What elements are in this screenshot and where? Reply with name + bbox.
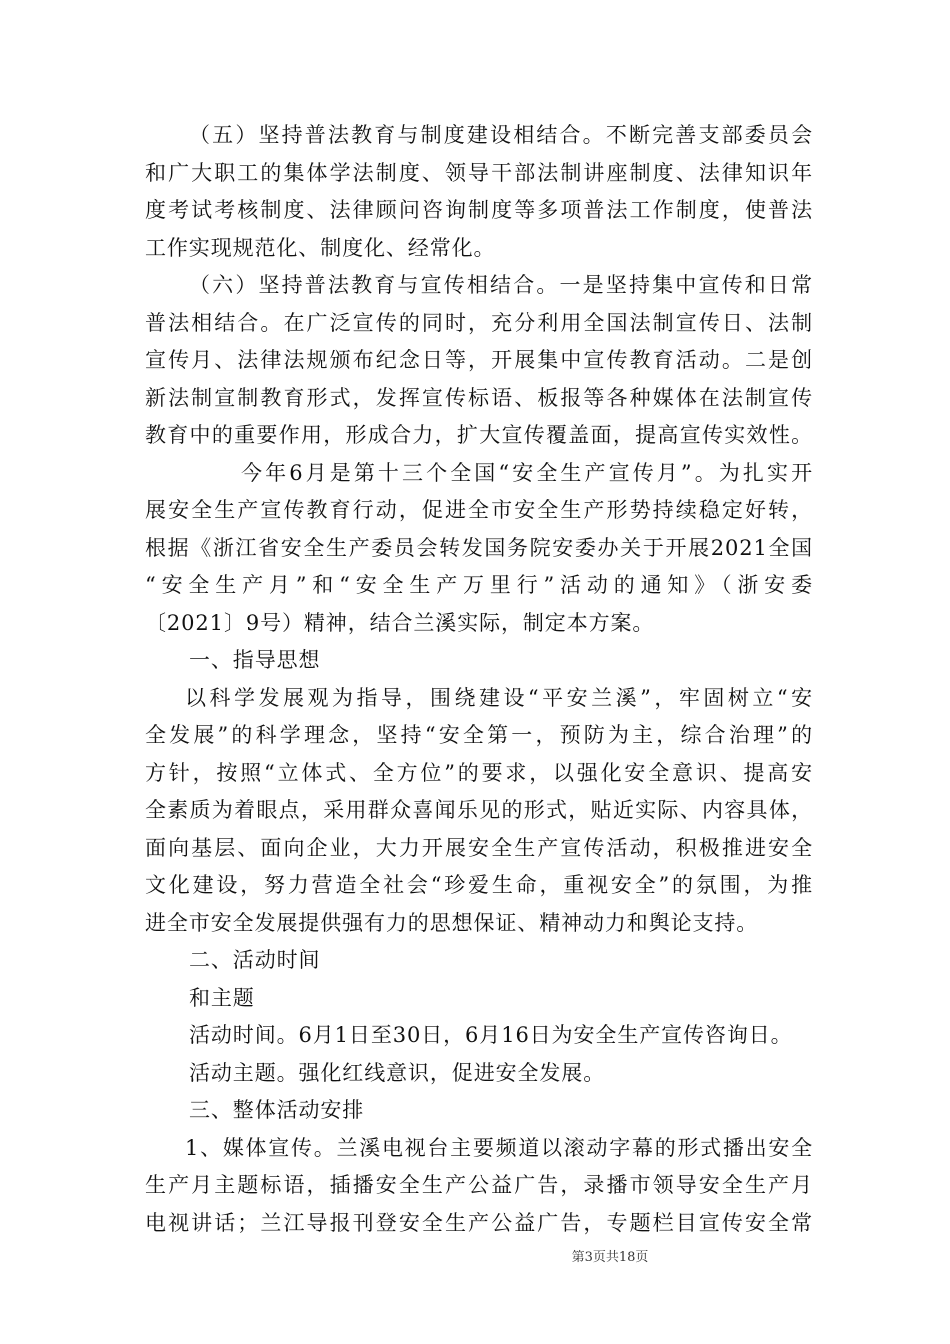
paragraph-6-line-3: 宣传月、法律法规颁布纪念日等，开展集中宣传教育活动。二是创 — [145, 348, 813, 372]
arrangement-line-1: 1、媒体宣传。兰溪电视台主要频道以滚动字幕的形式播出安全 — [185, 1135, 813, 1160]
section-heading-guiding-ideology: 一、指导思想 — [189, 648, 321, 672]
guiding-line-2: 全发展”的科学理念，坚持“安全第一，预防为主，综合治理”的 — [145, 723, 813, 747]
section-heading-activity-time: 二、活动时间 — [189, 948, 321, 972]
activity-time-text: 活动时间。6月1日至30日，6月16日为安全生产宣传咨询日。 — [189, 1023, 793, 1047]
guiding-line-1: 以科学发展观为指导，围绕建设“平安兰溪”，牢固树立“安 — [185, 685, 813, 710]
intro-line-1: 今年6月是第十三个全国“安全生产宣传月”。为扎实开 — [241, 460, 813, 485]
paragraph-5-line-4: 工作实现规范化、制度化、经常化。 — [145, 235, 496, 260]
intro-line-2: 展安全生产宣传教育行动，促进全市安全生产形势持续稳定好转， — [145, 498, 813, 522]
guiding-line-6: 文化建设，努力营造全社会“珍爱生命，重视安全”的氛围，为推 — [145, 873, 813, 897]
arrangement-line-2: 生产月主题标语，插播安全生产公益广告，录播市领导安全生产月 — [145, 1173, 813, 1197]
guiding-line-3: 方针，按照“立体式、全方位”的要求，以强化安全意识、提高安 — [145, 760, 813, 785]
paragraph-6-line-2: 普法相结合。在广泛宣传的同时，充分利用全国法制宣传日、法制 — [145, 310, 813, 335]
paragraph-5-line-3: 度考试考核制度、法律顾问咨询制度等多项普法工作制度，使普法 — [145, 198, 813, 222]
arrangement-line-3: 电视讲话；兰江导报刊登安全生产公益广告，专题栏目宣传安全常 — [145, 1210, 813, 1235]
paragraph-5-line-2: 和广大职工的集体学法制度、领导干部法制讲座制度、法律知识年 — [145, 160, 813, 185]
document-body — [145, 117, 813, 1242]
intro-line-5: 〔2021〕9号）精神，结合兰溪实际，制定本方案。 — [145, 610, 655, 635]
paragraph-6-line-1: （六）坚持普法教育与宣传相结合。一是坚持集中宣传和日常 — [189, 273, 813, 297]
paragraph-6-line-4: 新法制宣制教育形式，发挥宣传标语、板报等各种媒体在法制宣传 — [145, 385, 813, 410]
paragraph-5-line-1: （五）坚持普法教育与制度建设相结合。不断完善支部委员会 — [189, 123, 813, 147]
intro-line-3: 根据《浙江省安全生产委员会转发国务院安委办关于开展2021全国 — [145, 535, 813, 560]
activity-theme-text: 活动主题。强化红线意识，促进安全发展。 — [189, 1060, 606, 1085]
section-heading-arrangement: 三、整体活动安排 — [189, 1098, 365, 1122]
paragraph-6-line-5: 教育中的重要作用，形成合力，扩大宣传覆盖面，提高宣传实效性。 — [145, 423, 813, 447]
section-heading-theme: 和主题 — [189, 985, 255, 1010]
guiding-line-4: 全素质为着眼点，采用群众喜闻乐见的形式，贴近实际、内容具体， — [145, 798, 813, 822]
guiding-line-7: 进全市安全发展提供强有力的思想保证、精神动力和舆论支持。 — [145, 910, 759, 935]
page-number-footer: 第3页共18页 — [571, 1250, 649, 1265]
guiding-line-5: 面向基层、面向企业，大力开展安全生产宣传活动，积极推进安全 — [145, 835, 813, 860]
intro-line-4: “安全生产月”和“安全生产万里行”活动的通知》（浙安委 — [145, 573, 813, 597]
